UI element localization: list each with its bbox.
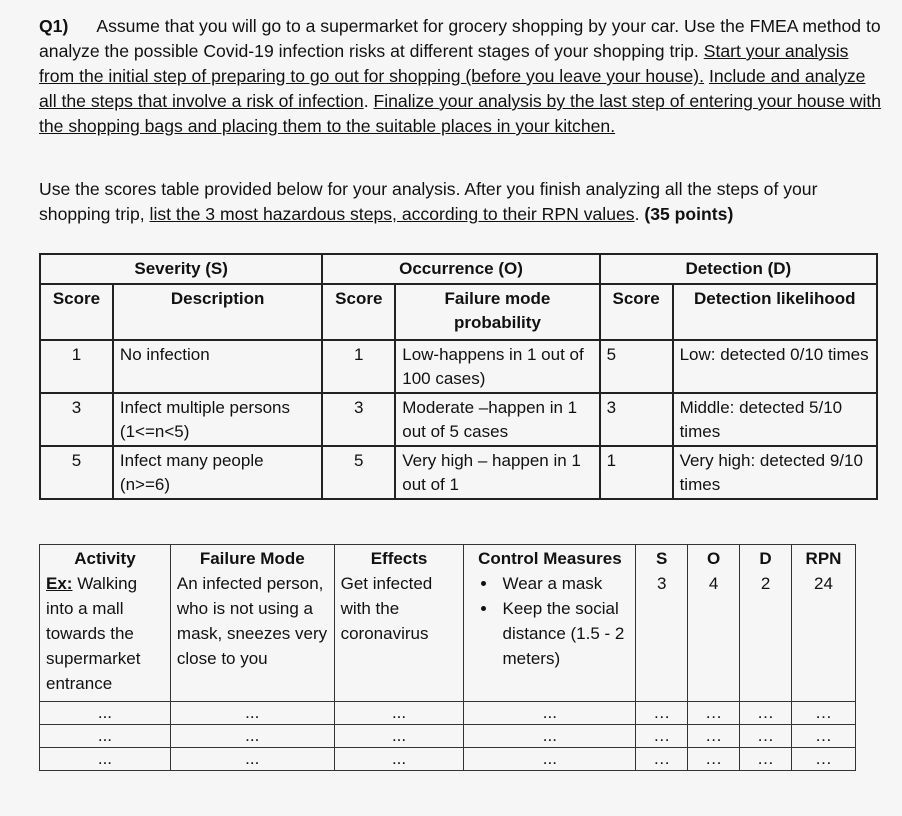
detection-header: Detection (D) — [600, 254, 877, 284]
score-row: 1 No infection 1 Low-happens in 1 out of 100 cases) 5 Low: detected 0/10 times — [40, 340, 877, 393]
placeholder-row: ... ... ... ... … … … … — [40, 724, 856, 747]
instruction-underlined: list the 3 most hazardous steps, according to their RPN values — [149, 204, 635, 224]
instruction-paragraph: Use the scores table provided below for your analysis. After you finish analyzing all the steps of your shopping trip, list the 3 most hazardous steps, according to their RPN values. (35 points) — [39, 179, 818, 224]
question-intro: Assume that you will go to a supermarket for grocery shopping by your car. Use the FMEA method to analyze the possible Covid-19 infection risks at different stages of your shopping trip. — [39, 16, 881, 61]
question-label: Q1) — [39, 16, 69, 36]
score-row: 5 Infect many people (n>=6) 5 Very high – happen in 1 out of 1 1 Very high: detected 9/10 times — [40, 446, 877, 499]
question-paragraph: Q1) Assume that you will go to a supermarket for grocery shopping by your car. Use the FMEA method to analyze the possible Covid-19 infection risks at different stages of your shopping trip. Start your analysis from the initial step of preparing to go out for shopping (before you leave your house). Include and analyze all the steps that involve a risk of infection. Finalize your analysis by the last step of entering your house with the shopping bags and placing them to the suitable places in your kitchen. — [39, 16, 882, 136]
placeholder-row: ... ... ... ... … … … … — [40, 701, 856, 724]
question-finalize-instruction: Finalize your analysis by the last step of entering your house with the shopping bags and placing them to the suitable places in your kitchen. — [39, 91, 882, 136]
header-row — [40, 545, 856, 572]
example-rpn-value: 24 — [792, 571, 856, 701]
detection-score-label: Score — [600, 284, 673, 340]
instruction-text: Use the scores table provided below for your analysis. After you finish analyzing all the steps of your shopping trip, — [39, 179, 818, 224]
scores-table — [39, 253, 878, 500]
example-control-measures — [464, 571, 636, 701]
severity-header: Severity (S) — [40, 254, 322, 284]
example-effects: Get infected with the coronavirus — [334, 571, 464, 701]
fmea-activity-table — [39, 544, 856, 771]
question-start-instruction: Start your analysis from the initial step of preparing to go out for shopping (before you leave your house). — [39, 41, 849, 86]
s-header: S — [636, 545, 688, 572]
occurrence-header: Occurrence (O) — [322, 254, 599, 284]
failure-probability-label: Failure mode probability — [395, 284, 599, 340]
question-include-instruction: Include and analyze all the steps that involve a risk of infection — [39, 66, 866, 111]
d-header: D — [740, 545, 792, 572]
example-activity: Ex: Walking into a mall towards the supermarket entrance — [40, 571, 171, 701]
placeholder-row: ... ... ... ... … … … … — [40, 747, 856, 770]
o-header: O — [688, 545, 740, 572]
example-row — [40, 571, 856, 701]
failure-mode-header: Failure Mode — [170, 545, 334, 572]
example-failure-mode: An infected person, who is not using a mask, sneezes very close to you — [170, 571, 334, 701]
control-measures-header: Control Measures — [464, 545, 636, 572]
example-d-value: 2 — [740, 571, 792, 701]
example-s-value: 3 — [636, 571, 688, 701]
rpn-header: RPN — [792, 545, 856, 572]
activity-header: Activity — [40, 545, 171, 572]
control-measure-item: • Keep the social distance (1.5 - 2 meters) — [498, 596, 629, 671]
example-o-value: 4 — [688, 571, 740, 701]
control-measure-item: • Wear a mask — [498, 571, 629, 596]
detection-likelihood-label: Detection likelihood — [673, 284, 877, 340]
severity-score-label: Score — [40, 284, 113, 340]
score-row: 3 Infect multiple persons (1<=n<5) 3 Moderate –happen in 1 out of 5 cases 3 Middle: detected 5/10 times — [40, 393, 877, 446]
severity-description-label: Description — [113, 284, 322, 340]
points-label: (35 points) — [644, 204, 734, 224]
occurrence-score-label: Score — [322, 284, 395, 340]
effects-header: Effects — [334, 545, 464, 572]
